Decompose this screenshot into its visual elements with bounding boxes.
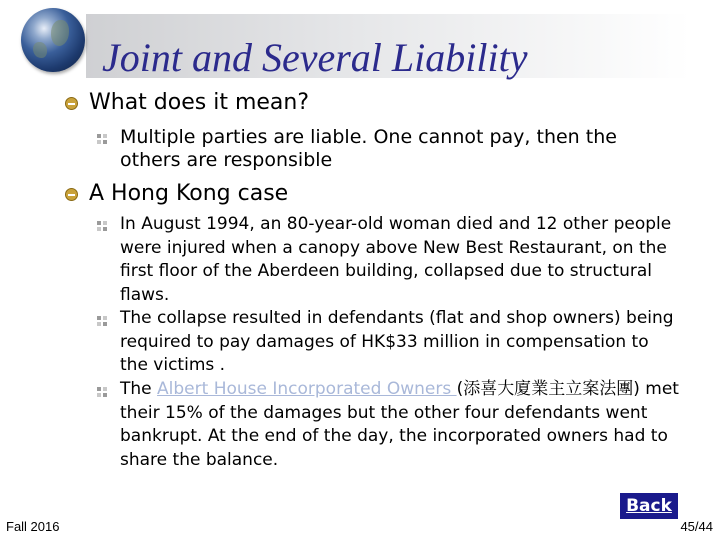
sub-point-incident: In August 1994, an 80-year-old woman died and 12 other people were injured when a canopy above New Best Restaurant, on the first floor of the Aberdeen building, collapsed due to structural flaws. xyxy=(120,214,672,305)
square-bullet-icon xyxy=(97,387,108,398)
point-hong-kong-case: A Hong Kong case xyxy=(89,181,289,206)
albert-house-link[interactable]: Albert House Incorporated Owners xyxy=(157,379,457,399)
circle-bullet-icon xyxy=(65,97,78,110)
sub-point-damages: The collapse resulted in defendants (flat and shop owners) being required to pay damages of HK$33 million in compensation to the victims . xyxy=(120,308,674,375)
globe-icon xyxy=(21,8,85,72)
sub-point-definition: Multiple parties are liable. One cannot pay, then the others are responsible xyxy=(120,126,617,171)
outcome-prefix: The xyxy=(120,379,158,399)
page-number: 45/44 xyxy=(680,519,713,534)
point-what-does-it-mean: What does it mean? xyxy=(89,90,310,115)
square-bullet-icon xyxy=(97,134,108,145)
square-bullet-icon xyxy=(97,221,108,232)
square-bullet-icon xyxy=(97,316,108,327)
back-button[interactable]: Back xyxy=(620,493,678,519)
outcome-suffix: (添喜大廈業主立案法團) met their 15% of the damages but the other four defendants went bankrupt. At the end of the day, the incorporated owners had to share the balance. xyxy=(120,379,679,470)
slide-title: Joint and Several Liability xyxy=(102,35,528,80)
sub-point-outcome xyxy=(120,378,680,472)
circle-bullet-icon xyxy=(65,188,78,201)
footer-date: Fall 2016 xyxy=(6,519,60,534)
